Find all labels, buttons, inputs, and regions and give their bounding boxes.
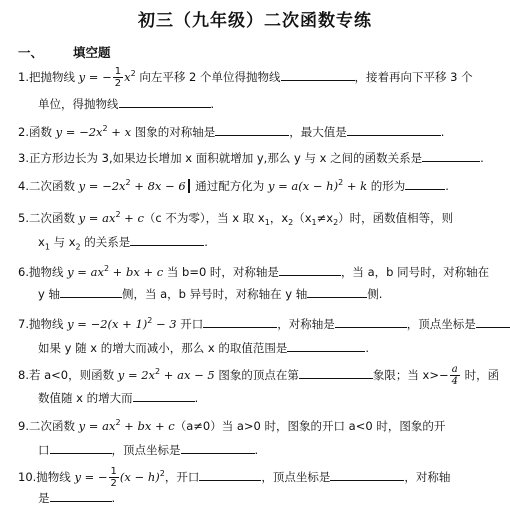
question-6-line-2: y 轴 侧，当 a，b 异号时，对称轴在 y 轴 侧.	[38, 287, 383, 301]
question-7-line-1: 7.抛物线 $y = -2(x + 1)^2 - 3$ 开口 ，对称轴是 ，顶点坐标是	[18, 314, 510, 331]
question-5-line-2: $x_1$ 与 $x_2$ 的关系是 .	[38, 235, 208, 252]
answer-blank[interactable]	[287, 340, 365, 352]
question-1-line-1: 1.把抛物线 y = − $\frac{1}{2}$ $x^2$ 向左平移 2 个单位得抛物线 ，接着再向下平移 3 个	[18, 66, 473, 89]
answer-blank[interactable]	[422, 150, 480, 162]
question-7-line-2: 如果 y 随 x 的增大而减小，那么 x 的取值范围是 .	[38, 341, 370, 355]
answer-blank[interactable]	[133, 390, 195, 402]
answer-blank[interactable]	[199, 469, 261, 481]
question-10-line-2: 是 .	[38, 491, 116, 505]
question-2: 2.函数 $y = -2x^2 + x$ 图象的对称轴是 ，最大值是 .	[18, 124, 445, 139]
question-4: 4.二次函数 $y = -2x^2 + 8x - 6$ 通过配方化为 $y = a(x - h)^2 + k$ 的形为 .	[18, 178, 449, 193]
question-9-line-2: 口 ，顶点坐标是 .	[38, 443, 259, 457]
fraction: $\frac{1}{2}$	[110, 466, 117, 489]
section-heading	[18, 43, 111, 61]
answer-blank[interactable]	[130, 234, 204, 246]
question-9-line-1: 9.二次函数 $y = ax^2$ + bx + c（a≠0）当 a>0 时，图象的开口 a<0 时，图象的开	[18, 418, 446, 433]
answer-blank[interactable]	[281, 69, 355, 81]
text-cursor	[188, 179, 190, 193]
answer-blank[interactable]	[50, 490, 112, 502]
answer-blank[interactable]	[60, 286, 122, 298]
question-6-line-1: 6.抛物线 $y = ax^2$ + bx + c 当 b=0 时，对称轴是 ，当 a，b 同号时，对称轴在	[18, 264, 490, 279]
answer-blank[interactable]	[405, 178, 445, 190]
answer-blank[interactable]	[476, 316, 510, 328]
question-5-line-1: 5.二次函数 $y = ax^2 + c(c$ 不为零），当 x 取 $x_1$，$x_2(x_1\ne x_2)$时，函数值相等，则	[18, 210, 454, 228]
answer-blank[interactable]	[330, 469, 404, 481]
answer-blank[interactable]	[347, 124, 441, 136]
answer-blank[interactable]	[299, 367, 373, 379]
page-title: 初三（九年级）二次函数专练	[138, 11, 372, 31]
question-10-line-1: 10.抛物线 y = − $\frac{1}{2}$ $(x - h)^2$，开口 ，顶点坐标是 ，对称轴	[18, 466, 451, 489]
question-8-line-1: 8.若 a<0，则函数 $y = 2x^2$ + ax − 5 图象的顶点在第 象限；当 x>− $\frac{a}{4}$ 时，函	[18, 364, 500, 387]
section-number: 一、	[18, 45, 44, 60]
answer-blank[interactable]	[203, 316, 277, 328]
fraction: $\frac{1}{2}$	[114, 66, 122, 89]
answer-blank[interactable]	[307, 286, 367, 298]
question-1-line-2: 单位，得抛物线 .	[38, 97, 215, 111]
question-8-line-2: 数值随 x 的增大而 .	[38, 391, 199, 405]
fraction: $\frac{a}{4}$	[451, 364, 458, 387]
question-3: 3.正方形边长为 3,如果边长增加 x 面积就增加 y,那么 y 与 x 之间的函数关系是 .	[18, 151, 484, 165]
answer-blank[interactable]	[335, 316, 407, 328]
answer-blank[interactable]	[181, 442, 255, 454]
answer-blank[interactable]	[50, 442, 112, 454]
answer-blank[interactable]	[119, 96, 211, 108]
answer-blank[interactable]	[279, 264, 341, 276]
section-label: 填空题	[73, 45, 111, 60]
answer-blank[interactable]	[215, 124, 289, 136]
